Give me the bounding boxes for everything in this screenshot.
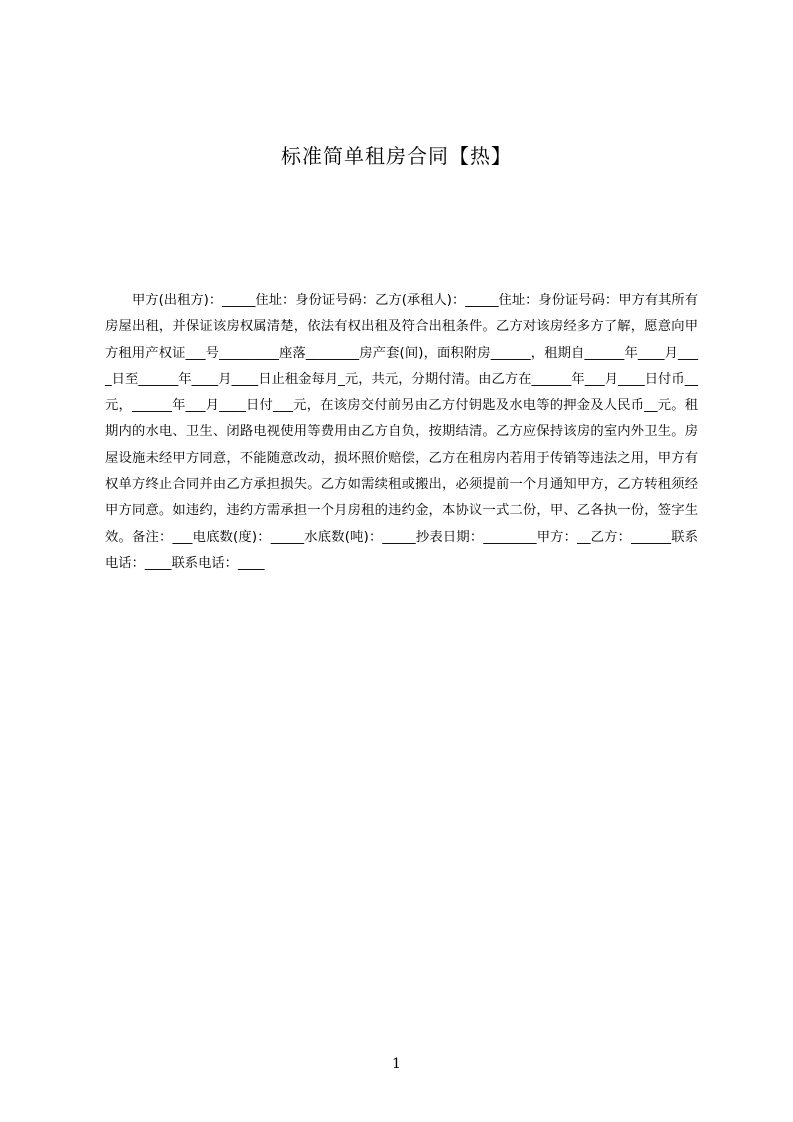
page-number: 1 (392, 1056, 401, 1072)
contract-body-text: 甲方(出租方)：_____住址：身份证号码：乙方(承租人)：_____住址：身份证号码：甲方有其所有房屋出租，并保证该房权属清楚，依法有权出租及符合出租条件。乙方对该房经多方了解，愿意向甲方租用产权证___号_________座落________房产套(间)，面积附房______，租期自______年____月____日至______年____月____日止租金每月_元，共元，分期付清。由乙方在______年___月____日付币__元，______年___月____日付___元，在该房交付前另由乙方付钥匙及水电等的押金及人民币__元。租期内的水电、卫生、闭路电视使用等费用由乙方自负，按期结清。乙方应保持该房的室内外卫生。房屋设施未经甲方同意，不能随意改动，损坏照价赔偿，乙方在租房内若用于传销等违法之用，甲方有权单方终止合同并由乙方承担损失。乙方如需续租或搬出，必须提前一个月通知甲方，乙方转租须经甲方同意。如违约，违约方需承担一个月房租的违约金，本协议一式二份，甲、乙各执一份，签字生效。备注：___电底数(度)：_____水底数(吨)：_____抄表日期：________甲方：__乙方：______联系电话：____联系电话：____ (105, 293, 698, 571)
document-title: 标准简单租房合同【热】 (281, 144, 512, 168)
